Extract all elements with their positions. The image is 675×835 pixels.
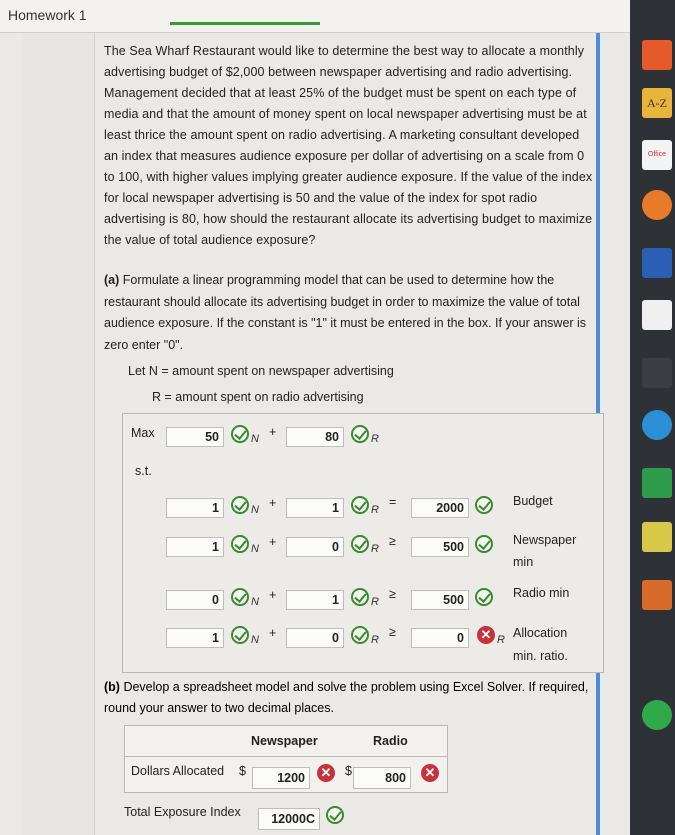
part-a-text: Formulate a linear programming model that can be used to determine how the restaurant should allocate its advertising budget in order to maximize the value of total audience exposure. If the constant is "1" it must be entered in the box. If your answer is zero enter "0".: [104, 273, 587, 352]
total-exposure-input[interactable]: [258, 808, 320, 830]
currency-symbol: $: [345, 764, 352, 778]
check-icon: [231, 588, 249, 606]
var-n-label: N: [251, 596, 259, 608]
var-n-label: N: [251, 634, 259, 646]
c2-label-line2: min: [513, 555, 534, 569]
part-b-text: Develop a spreadsheet model and solve the problem using Excel Solver. If required, round your answer to two decimal places.: [104, 680, 589, 715]
col-radio: Radio: [373, 734, 408, 748]
app-icon-yellow[interactable]: [642, 522, 672, 552]
c2-r-input[interactable]: [286, 537, 344, 557]
var-n-label: N: [251, 433, 259, 445]
c3-r-input[interactable]: [286, 590, 344, 610]
office-icon[interactable]: Office: [642, 140, 672, 170]
incorrect-icon: ✕: [421, 764, 439, 782]
part-a-label: (a): [104, 273, 120, 287]
app-icon-blue[interactable]: [642, 248, 672, 278]
check-icon: [475, 588, 493, 606]
c1-relation: =: [389, 495, 397, 509]
c4-relation: ≥: [389, 625, 396, 639]
check-icon: [231, 626, 249, 644]
let-r-definition: R = amount spent on radio advertising: [152, 390, 364, 404]
app-icon-white[interactable]: [642, 300, 672, 330]
max-label: Max: [131, 426, 155, 440]
var-n-label: N: [251, 504, 259, 516]
var-r-label: R: [371, 433, 379, 445]
drive-icon[interactable]: [642, 468, 672, 498]
c4-rhs-input[interactable]: [411, 628, 469, 648]
let-n-definition: Let N = amount spent on newspaper advertising: [128, 364, 394, 378]
check-icon: [326, 806, 344, 824]
rss-icon[interactable]: [642, 40, 672, 70]
c4-label-line2: min. ratio.: [513, 649, 568, 663]
check-icon: [351, 626, 369, 644]
cloud-icon[interactable]: [642, 410, 672, 440]
check-icon: [351, 588, 369, 606]
c4-label: Allocation: [513, 626, 568, 640]
progress-line: [170, 22, 320, 25]
radio-value-input[interactable]: [353, 767, 411, 789]
app-icon-dark[interactable]: [642, 358, 672, 388]
spreadsheet-table: [124, 725, 448, 793]
desktop-sidebar: [630, 0, 675, 835]
objective-r-input[interactable]: [286, 427, 344, 447]
st-label: s.t.: [135, 464, 152, 478]
c2-relation: ≥: [389, 534, 396, 548]
newspaper-value-input[interactable]: [252, 767, 310, 789]
check-icon: [475, 535, 493, 553]
check-icon: [475, 496, 493, 514]
var-r-label: R: [371, 634, 379, 646]
plus-sign: +: [269, 626, 277, 640]
app-icon-green[interactable]: [642, 700, 672, 730]
page-title: Homework 1: [8, 7, 87, 23]
c3-rhs-input[interactable]: [411, 590, 469, 610]
total-label: Total Exposure Index: [124, 805, 241, 819]
app-icon-orange-2[interactable]: [642, 580, 672, 610]
objective-n-input[interactable]: [166, 427, 224, 447]
check-icon: [351, 496, 369, 514]
var-r-label: R: [371, 543, 379, 555]
page-header: [0, 0, 630, 33]
part-a: [104, 270, 594, 356]
check-icon: [351, 535, 369, 553]
plus-sign: +: [269, 496, 277, 510]
currency-symbol: $: [239, 764, 246, 778]
plus-sign: +: [269, 588, 277, 602]
part-b: [104, 677, 594, 719]
incorrect-icon: ✕: [317, 764, 335, 782]
check-icon: [231, 496, 249, 514]
plus-sign: +: [269, 425, 277, 439]
dictionary-icon[interactable]: A-Z: [642, 88, 672, 118]
check-icon: [351, 425, 369, 443]
left-column: [22, 33, 95, 835]
c1-n-input[interactable]: [166, 498, 224, 518]
c1-label: Budget: [513, 494, 553, 508]
c4-n-input[interactable]: [166, 628, 224, 648]
var-n-label: N: [251, 543, 259, 555]
row-label: Dollars Allocated: [131, 764, 225, 778]
table-header: [125, 726, 447, 757]
c1-rhs-input[interactable]: [411, 498, 469, 518]
problem-text: The Sea Wharf Restaurant would like to determine the best way to allocate a monthly advertising budget of $2,000 between newspaper advertising and radio advertising. Management decided that at least 25% of the budget must be spent on each type of media and that the amount of money spent on local newspaper advertising must be at least thrice the amount spent on radio advertising. A marketing consultant developed an index that measures audience exposure per dollar of advertising on a scale from 0 to 100, with higher values implying greater audience exposure. If the value of the index for local newspaper advertising is 50 and the value of the index for spot radio advertising is 80, how should the restaurant allocate its advertising budget to maximize the value of total audience exposure?: [104, 44, 593, 247]
c4-r-input[interactable]: [286, 628, 344, 648]
check-icon: [231, 535, 249, 553]
c3-n-input[interactable]: [166, 590, 224, 610]
lp-model-box: [122, 413, 604, 673]
col-newspaper: Newspaper: [251, 734, 318, 748]
check-icon: [231, 425, 249, 443]
part-b-label: (b): [104, 680, 120, 694]
c4-rhs-suffix: R: [497, 634, 505, 646]
c2-n-input[interactable]: [166, 537, 224, 557]
var-r-label: R: [371, 596, 379, 608]
c2-label: Newspaper: [513, 533, 577, 547]
app-icon-orange[interactable]: [642, 190, 672, 220]
incorrect-icon: ✕: [477, 626, 495, 644]
c3-label: Radio min: [513, 586, 570, 600]
c2-rhs-input[interactable]: [411, 537, 469, 557]
var-r-label: R: [371, 504, 379, 516]
c3-relation: ≥: [389, 587, 396, 601]
c1-r-input[interactable]: [286, 498, 344, 518]
plus-sign: +: [269, 535, 277, 549]
